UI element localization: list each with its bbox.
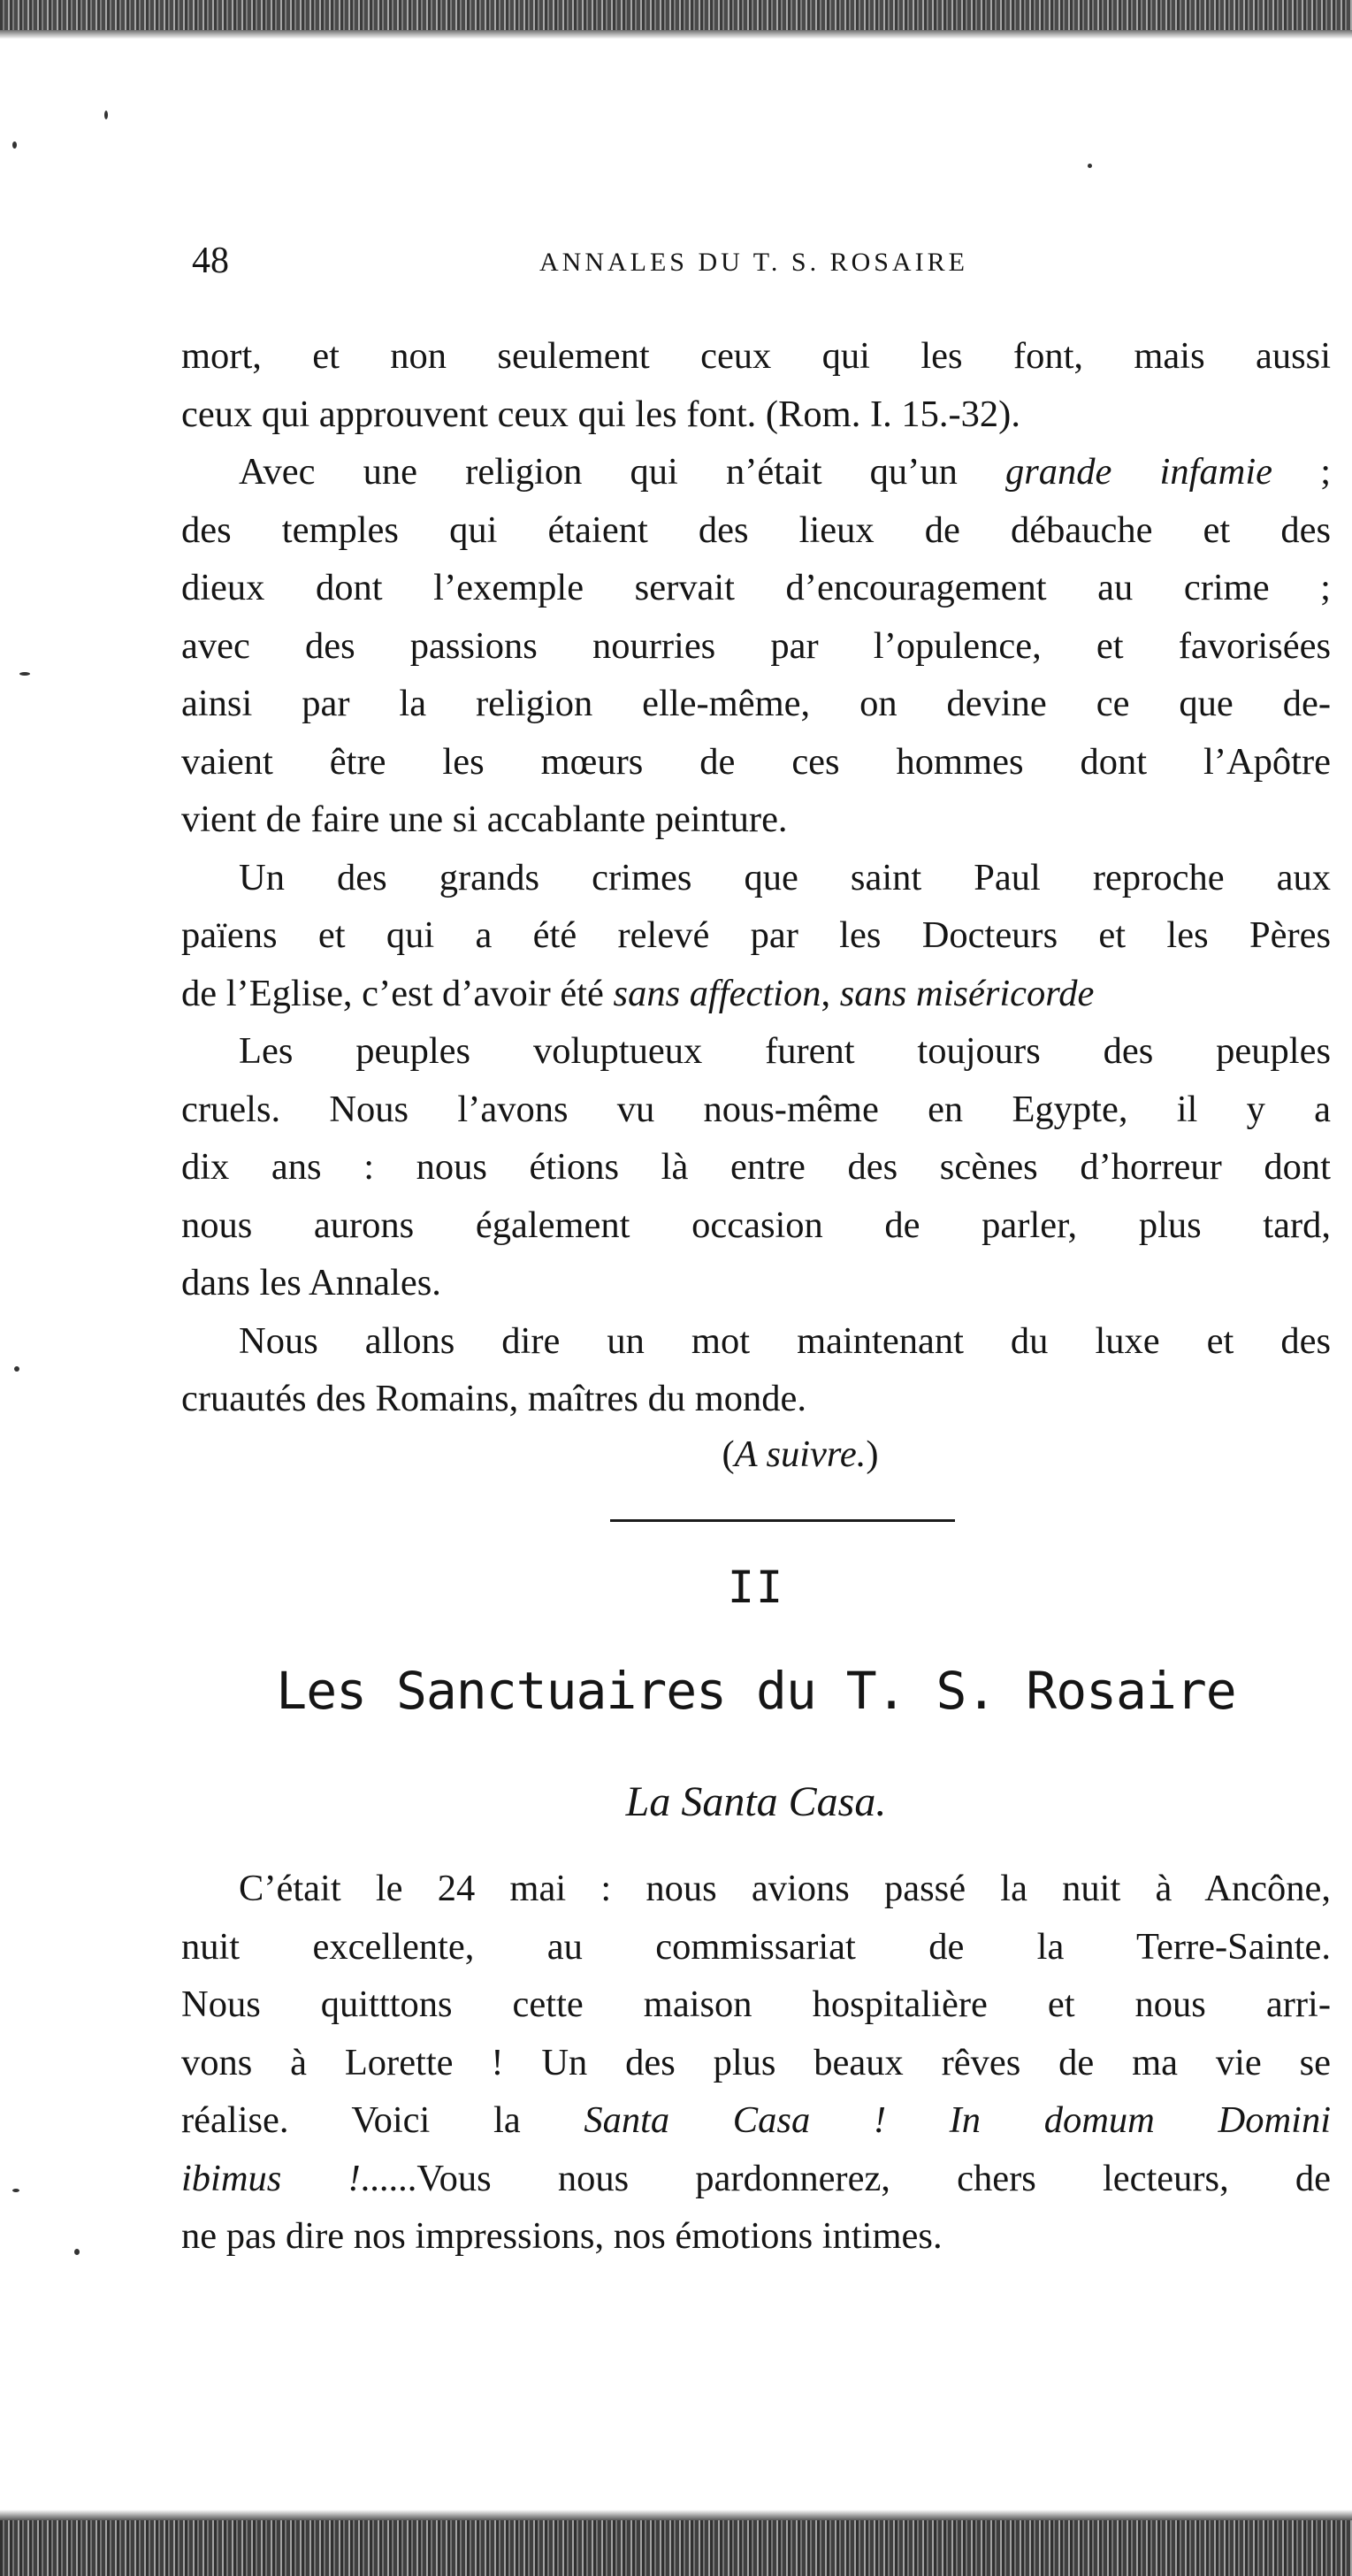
text-segment: dix ans : nous étions là entre des scènes d’horreur dont (181, 1146, 1331, 1188)
text-segment: de l’Eglise, c’est d’avoir été (181, 972, 614, 1014)
text-line (181, 2207, 1331, 2266)
text-segment: ceux qui approuvent ceux qui les font. (Rom. I. 15.-32). (181, 393, 1020, 435)
text-line (181, 386, 1331, 444)
section-subtitle: La Santa Casa. (625, 1778, 887, 1825)
text-segment: Nous allons dire un mot maintenant du luxe et des (239, 1319, 1331, 1362)
text-line (181, 849, 1331, 907)
continuation-close: ) (866, 1433, 879, 1475)
text-line (181, 2091, 1331, 2150)
text-segment: vons à Lorette ! Un des plus beaux rêves de ma vie se (181, 2041, 1331, 2083)
body-text-before (181, 327, 1331, 1428)
scan-speck (74, 2249, 80, 2255)
text-line (181, 1081, 1331, 1139)
scan-speck (12, 2189, 19, 2192)
section-divider (610, 1519, 955, 1522)
body-text-after (181, 1860, 1331, 2266)
text-segment: païens et qui a été relevé par les Docteurs et les Pères (181, 914, 1331, 956)
italic-text: grande infamie (1005, 451, 1273, 493)
text-line (181, 327, 1331, 386)
text-segment: Un des grands crimes que saint Paul reproche aux (239, 856, 1331, 898)
italic-text: ibimus ! (181, 2157, 361, 2199)
text-line (181, 2150, 1331, 2208)
continuation-text: A suivre. (734, 1433, 867, 1475)
page-number: 48 (192, 241, 229, 281)
text-line (181, 1022, 1331, 1081)
text-segment: vient de faire une si accablante peinture. (181, 799, 788, 840)
text-segment: cruels. Nous l’avons vu nous-même en Egypte, il y a (181, 1088, 1331, 1130)
scan-speck (1088, 164, 1092, 168)
paragraph (181, 327, 1331, 443)
text-line (181, 1254, 1331, 1312)
paragraph (181, 1022, 1331, 1312)
text-line (181, 1918, 1331, 1976)
paragraph (181, 443, 1331, 849)
continuation-note (181, 1426, 1331, 1483)
text-segment: avec des passions nourries par l’opulence, et favorisées (181, 624, 1331, 667)
text-line (181, 906, 1331, 965)
text-line (181, 443, 1331, 501)
text-segment: Nous quitttons cette maison hospitalière et nous arri- (181, 1984, 1331, 2025)
text-line (181, 617, 1331, 676)
scan-border-top (0, 0, 1352, 39)
scan-speck (12, 141, 17, 149)
text-line (181, 675, 1331, 733)
running-title: ANNALES DU T. S. ROSAIRE (539, 248, 968, 277)
text-line (181, 1196, 1331, 1255)
continuation-open: ( (722, 1433, 735, 1475)
text-segment: ; (1272, 451, 1332, 493)
text-line (181, 1860, 1331, 1918)
text-segment: Les peuples voluptueux furent toujours des peuples (239, 1030, 1331, 1072)
text-segment: cruautés des Romains, maîtres du monde. (181, 1378, 806, 1419)
text-segment: réalise. Voici la (181, 2099, 584, 2141)
running-head (181, 239, 1331, 283)
text-line (181, 559, 1331, 617)
text-segment: nuit excellente, au commissariat de la Terre-Sainte. (181, 1925, 1331, 1968)
text-line (181, 1312, 1331, 1371)
italic-text: sans miséricorde (839, 972, 1095, 1014)
text-line (181, 965, 1331, 1023)
text-segment: mort, et non seulement ceux qui les font, mais aussi (181, 335, 1331, 377)
section-title: Les Sanctuaires du T. S. Rosaire (276, 1661, 1236, 1721)
italic-text: Santa Casa ! In domum Domini (584, 2099, 1331, 2141)
text-segment: nous aurons également occasion de parler, plus tard, (181, 1204, 1331, 1246)
text-line (181, 791, 1331, 849)
text-segment: ne pas dire nos impressions, nos émotions intimes. (181, 2215, 943, 2257)
text-segment: dans les Annales. (181, 1262, 441, 1303)
text-line (181, 733, 1331, 791)
text-line (181, 1370, 1331, 1428)
text-segment: des temples qui étaient des lieux de débauche et des (181, 508, 1331, 551)
text-segment: vaient être les mœurs de ces hommes dont l’Apôtre (181, 740, 1331, 783)
scan-speck (104, 111, 108, 119)
italic-text: sans affection (613, 972, 821, 1014)
text-line (181, 1976, 1331, 2034)
text-segment: ......Vous nous pardonnerez, chers lecteurs, de (360, 2157, 1332, 2199)
scan-border-bottom (0, 2510, 1352, 2576)
section-number: II (727, 1562, 785, 1613)
text-segment: Avec une religion qui n’était qu’un (239, 451, 1005, 493)
text-line (181, 2034, 1331, 2092)
text-segment: , (821, 972, 840, 1014)
scan-speck (14, 1366, 19, 1372)
text-line (181, 501, 1331, 560)
text-segment: C’était le 24 mai : nous avions passé la nuit à Ancône, (239, 1868, 1331, 1909)
text-segment: dieux dont l’exemple servait d’encouragement au crime ; (181, 567, 1331, 608)
text-segment: ainsi par la religion elle-même, on devine ce que de- (181, 683, 1331, 724)
paragraph (181, 849, 1331, 1023)
paragraph (181, 1312, 1331, 1428)
text-line (181, 1138, 1331, 1196)
scan-speck (19, 672, 30, 676)
paragraph (181, 1860, 1331, 2266)
